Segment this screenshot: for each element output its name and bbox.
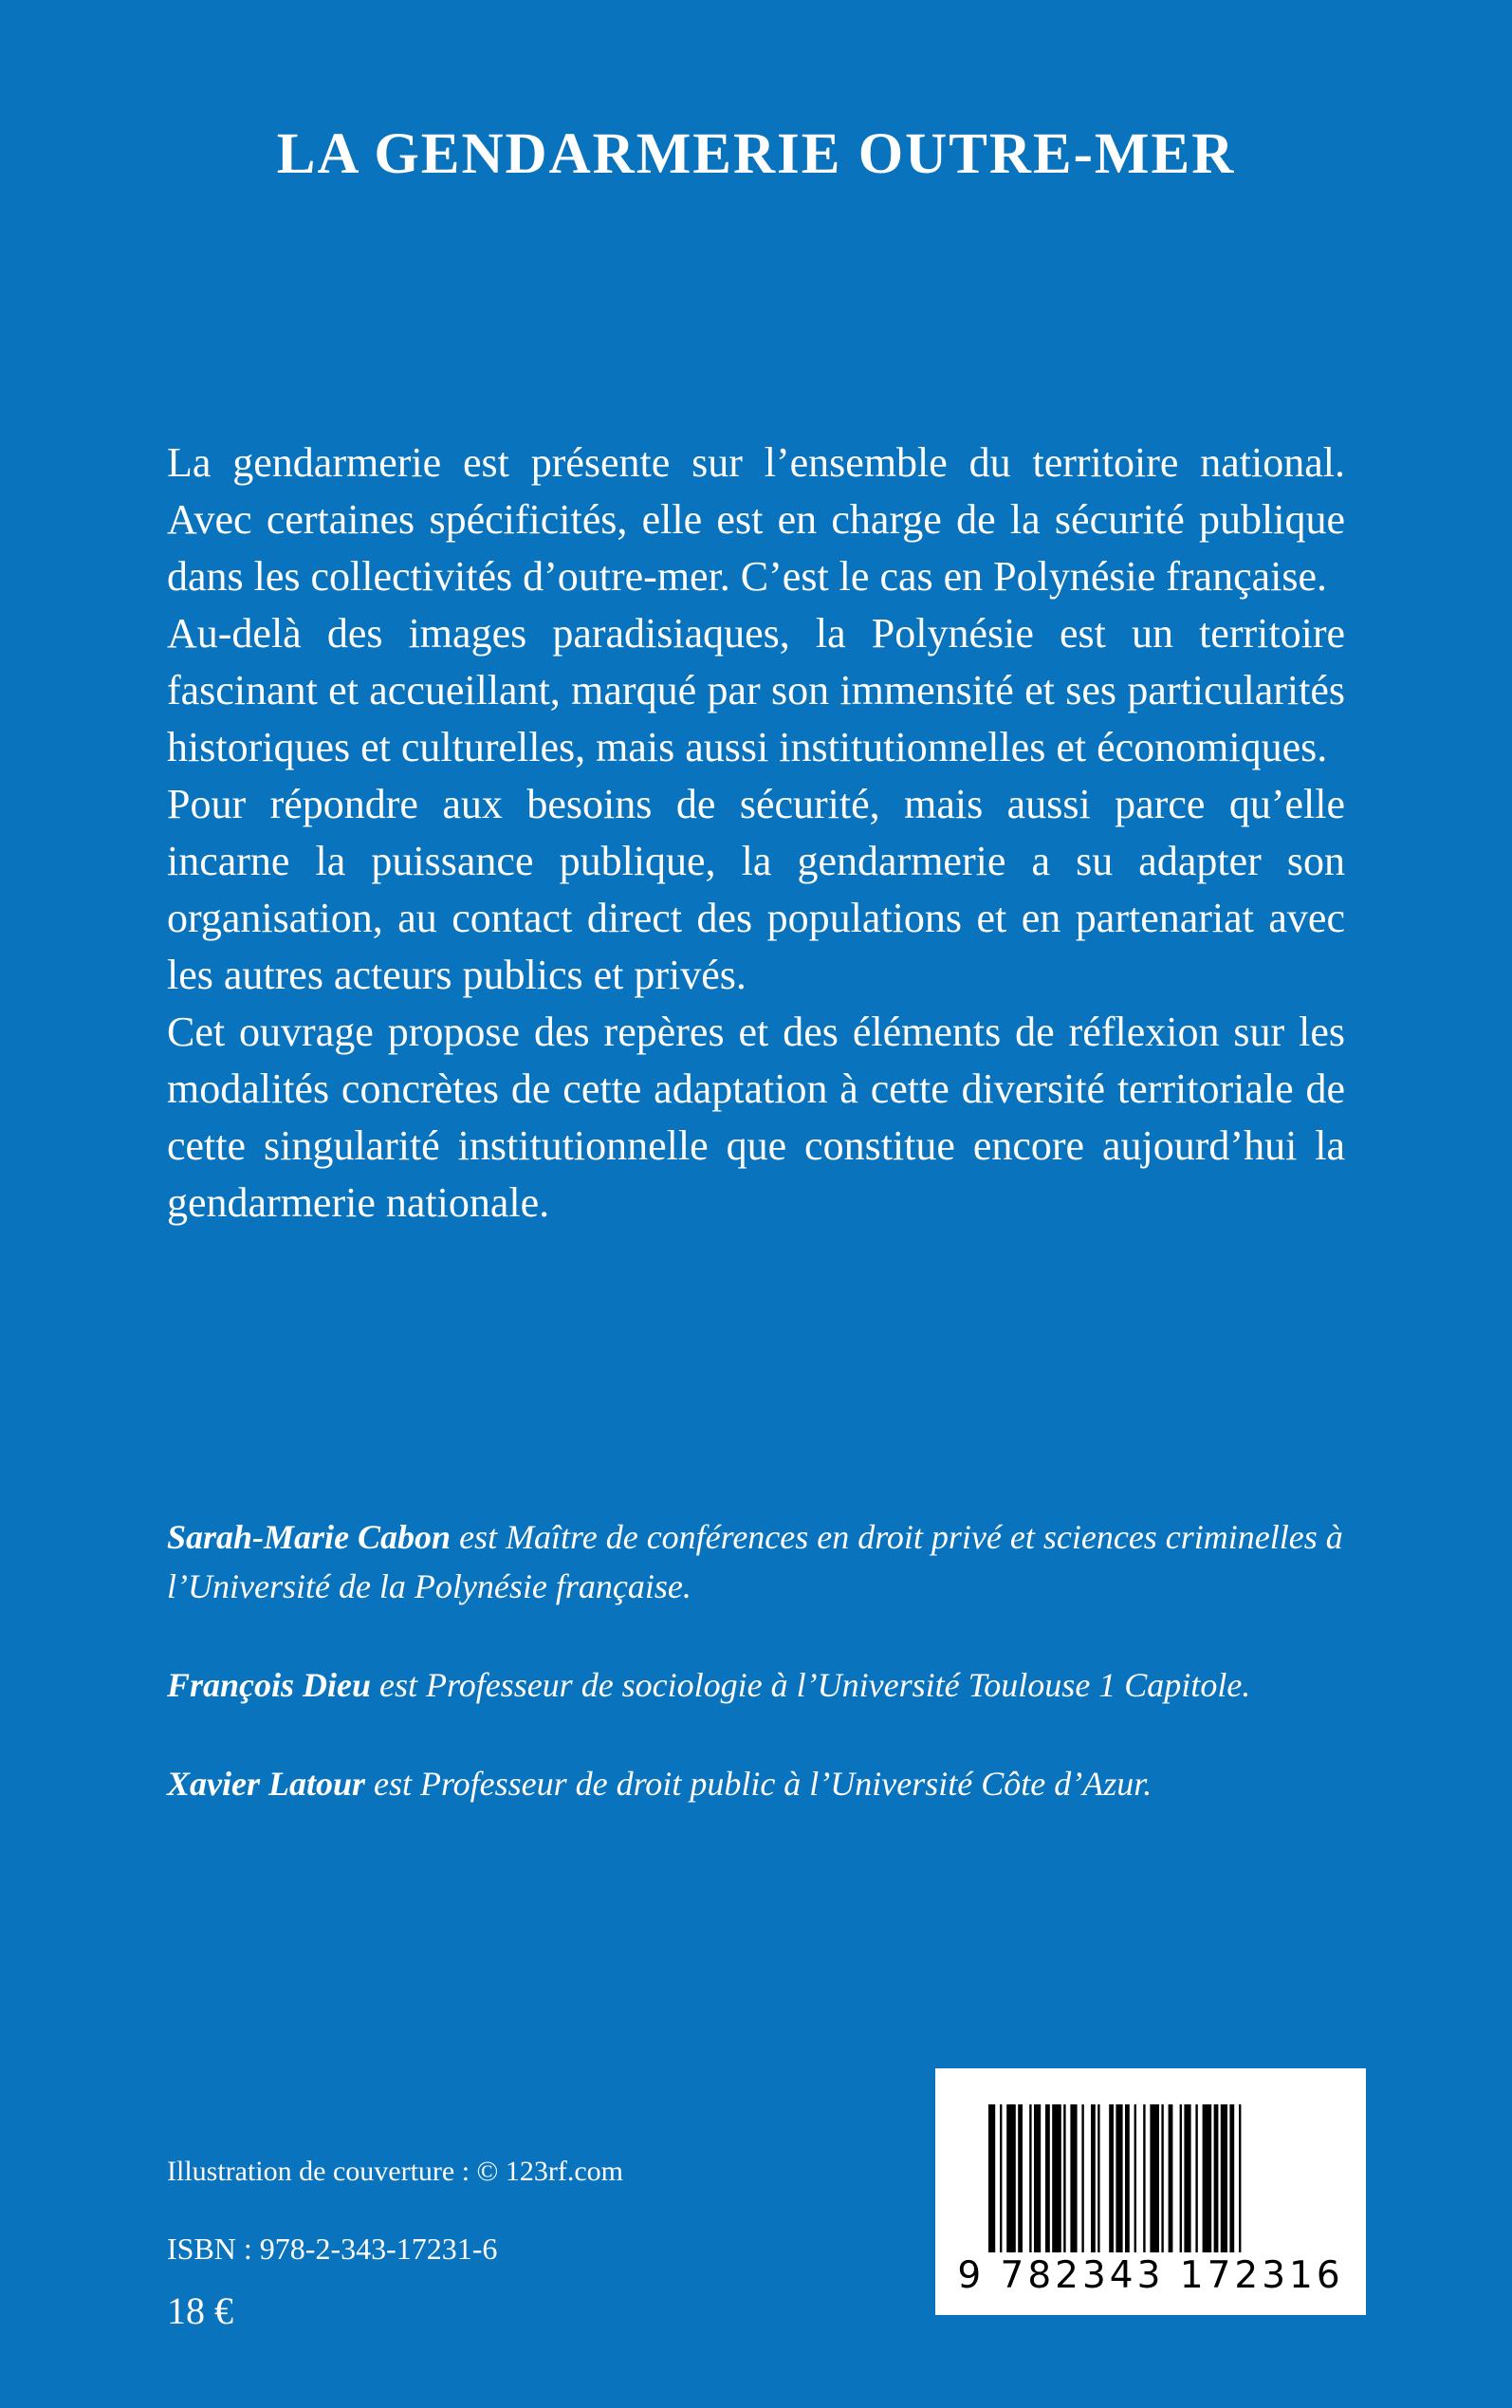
barcode-bar	[1097, 2104, 1099, 2252]
barcode-digits: 9 782343 172316	[957, 2254, 1344, 2297]
barcode-bar	[1018, 2104, 1023, 2252]
barcode-bar	[1081, 2104, 1083, 2252]
barcode-bar	[1006, 2104, 1016, 2252]
barcode-bar	[1214, 2104, 1219, 2252]
price: 18 €	[167, 2289, 233, 2332]
barcode-bar	[1000, 2104, 1002, 2252]
author-description: est Professeur de droit public à l’Université Côte d’Azur.	[365, 1765, 1152, 1803]
back-cover-blurb	[167, 435, 1345, 1232]
blurb-paragraph: Au-delà des images paradisiaques, la Polynésie est un territoire fascinant et accueillant, marqué par son immensité et ses particularités historiques et culturelles, mais aussi institutionnelles et économiques.	[167, 610, 1345, 770]
barcode-bar	[1091, 2104, 1096, 2252]
barcode-bar	[1052, 2104, 1061, 2252]
author-name: Xavier Latour	[167, 1765, 366, 1803]
barcode-bar	[1184, 2104, 1190, 2252]
barcode-bar	[1034, 2104, 1041, 2252]
author-name: François Dieu	[167, 1666, 372, 1704]
barcode-bar	[1029, 2104, 1031, 2252]
barcode-bar	[1063, 2104, 1065, 2252]
author-bio	[167, 1660, 1345, 1710]
blurb-paragraph: La gendarmerie est présente sur l’ensemble du territoire national. Avec certaines spécificités, elle est en charge de la sécurité publique dans les collectivités d’outre-mer. C’est le cas en Polynésie française.	[167, 439, 1345, 600]
author-description: est Maître de conférences en droit privé et sciences criminelles à l’Université de la Polynésie française.	[167, 1518, 1343, 1605]
barcode-bar	[1239, 2104, 1241, 2252]
barcode-bar	[1169, 2104, 1173, 2252]
barcode-bar	[1161, 2104, 1163, 2252]
author-name: Sarah-Marie Cabon	[167, 1518, 452, 1556]
author-bio	[167, 1759, 1345, 1808]
barcode-bar	[1109, 2104, 1114, 2252]
barcode-bar	[1045, 2104, 1050, 2252]
barcode-bar	[1195, 2104, 1197, 2252]
illustration-credit: Illustration de couverture : © 123rf.com	[167, 2156, 623, 2187]
author-description: est Professeur de sociologie à l’Université Toulouse 1 Capitole.	[371, 1666, 1251, 1704]
barcode-bar	[1143, 2104, 1145, 2252]
author-bios	[167, 1512, 1345, 1858]
isbn: ISBN : 978-2-343-17231-6	[167, 2232, 498, 2266]
blurb-paragraph: Pour répondre aux besoins de sécurité, mais aussi parce qu’elle incarne la puissance publique, la gendarmerie a su adapter son organisation, au contact direct des populations et en partenariat avec les autres acteurs publics et privés.	[167, 781, 1345, 998]
barcode-icon	[935, 2068, 1366, 2258]
barcode-bar	[1125, 2104, 1130, 2252]
barcode-bar	[1221, 2104, 1227, 2252]
barcode-bar	[1134, 2104, 1136, 2252]
barcode-bar	[988, 2104, 995, 2252]
barcode-bar	[1229, 2104, 1234, 2252]
barcode-bar	[1150, 2104, 1159, 2252]
barcode-bar	[1116, 2104, 1122, 2252]
barcode-bar	[1070, 2104, 1077, 2252]
book-title: LA GENDARMERIE OUTRE-MER	[276, 122, 1236, 186]
barcode-bar	[1203, 2104, 1212, 2252]
author-bio	[167, 1512, 1345, 1611]
barcode	[935, 2068, 1366, 2315]
barcode-bar	[1180, 2104, 1182, 2252]
blurb-paragraph: Cet ouvrage propose des repères et des éléments de réflexion sur les modalités concrètes de cette adaptation à cette diversité territoriale de cette singularité institutionnelle que constitue encore aujourd’hui la gendarmerie nationale.	[167, 1009, 1345, 1226]
